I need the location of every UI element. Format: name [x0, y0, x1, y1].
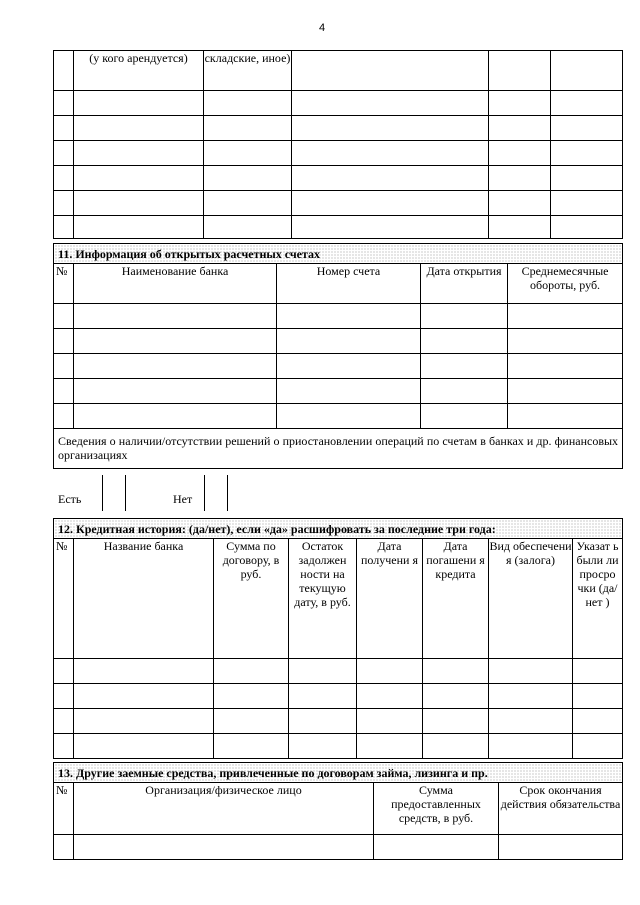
table-row	[54, 166, 623, 191]
col-term-end-header: Срок окончания действия обязательства	[499, 783, 623, 835]
table-row	[54, 304, 623, 329]
col-repayment-date-header: Дата погашени я кредита	[423, 539, 489, 659]
premises-type-header: складские, иное)	[204, 51, 292, 91]
table-row	[54, 91, 623, 116]
table-row	[54, 379, 623, 404]
col-receipt-date-header: Дата получени я	[357, 539, 423, 659]
col-number-header: №	[54, 264, 74, 304]
suspension-note: Сведения о наличии/отсутствии решений о приостановлении операций по счетам в банках и др. финансовых организациях	[54, 429, 623, 469]
col-number-header: №	[54, 783, 74, 835]
premises-table	[53, 50, 623, 239]
col-contract-sum-header: Сумма по договору, в руб.	[214, 539, 289, 659]
col-account-number-header: Номер счета	[277, 264, 421, 304]
col-collateral-header: Вид обеспечени я (залога)	[489, 539, 573, 659]
yes-no-row	[53, 475, 622, 511]
table-row	[54, 684, 623, 709]
table-row	[54, 734, 623, 759]
table-row	[54, 141, 623, 166]
premises-owner-header: (у кого арендуется)	[74, 51, 204, 91]
page-number: 4	[318, 22, 326, 34]
table-row	[54, 191, 623, 216]
no-checkbox[interactable]	[204, 475, 228, 511]
col-provided-sum-header: Сумма предоставленных средств, в руб.	[374, 783, 499, 835]
section-11-title: 11. Информация об открытых расчетных счетах	[54, 244, 623, 264]
table-row	[54, 659, 623, 684]
yes-label: Есть	[58, 492, 82, 506]
table-row	[54, 216, 623, 239]
section-12-title: 12. Кредитная история: (да/нет), если «да» расшифровать за последние три года:	[54, 519, 623, 539]
section-13-title: 13. Другие заемные средства, привлеченные по договорам займа, лизинга и пр.	[54, 763, 623, 783]
table-row	[54, 354, 623, 379]
table-row	[54, 709, 623, 734]
col-overdue-header: Указат ь были ли просро чки (да/нет )	[573, 539, 623, 659]
col-number-header: №	[54, 539, 74, 659]
credit-history-table	[53, 518, 623, 759]
col-open-date-header: Дата открытия	[421, 264, 508, 304]
col-turnover-header: Среднемесячные обороты, руб.	[508, 264, 623, 304]
col-organization-header: Организация/физическое лицо	[74, 783, 374, 835]
table-row	[54, 116, 623, 141]
col-bank-name-header: Название банка	[74, 539, 214, 659]
table-row	[54, 329, 623, 354]
yes-checkbox[interactable]	[102, 475, 126, 511]
table-row	[54, 404, 623, 429]
bank-accounts-table	[53, 243, 623, 469]
col-bank-name-header: Наименование банка	[74, 264, 277, 304]
no-label: Нет	[173, 492, 193, 506]
table-row	[54, 835, 623, 860]
col-debt-balance-header: Остаток задолжен ности на текущую дату, в руб.	[289, 539, 357, 659]
other-borrowings-table	[53, 762, 623, 860]
